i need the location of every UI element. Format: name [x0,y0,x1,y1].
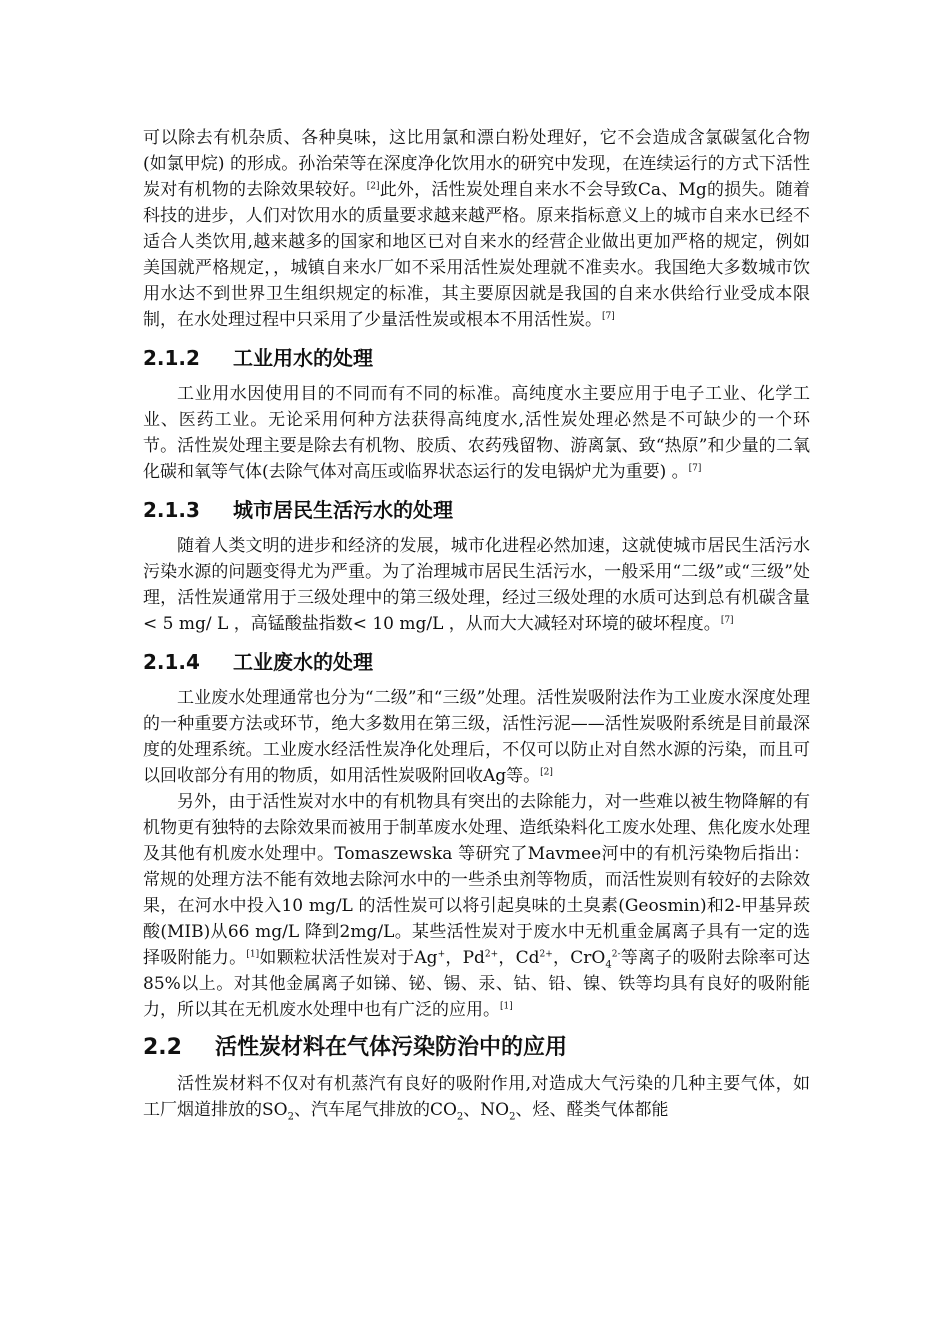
citation-ref: [1] [500,1001,513,1012]
section-title: 工业用水的处理 [233,346,373,370]
subscript: 2 [456,1111,464,1123]
section-number: 2.1.4 [143,650,200,674]
page-content [143,125,810,1123]
paragraph-text: 如颗粒状活性炭对于Ag [259,948,438,968]
paragraph-text: 工业用水因使用目的不同而有不同的标准。高纯度水主要应用于电子工业、化学工业、医药工业。无论采用何种方法获得高纯度水,活性炭处理必然是不可缺少的一个环节。活性炭处理主要是除去有机物、胶质、农药残留物、游离氯、致“热原”和少量的二氧化碳和氧等气体(去除气体对高压或临界状态运行的发电锅炉尤为重要) 。 [143,384,810,482]
paragraph-text: 此外，活性炭处理自来水不会导致Ca、Mg的损失。随着科技的进步，人们对饮用水的质量要求越来越严格。原来指标意义上的城市自来水已经不适合人类饮用,越来越多的国家和地区已对自来水的经营企业做出更加严格的规定，例如美国就严格规定，，城镇自来水厂如不采用活性炭处理就不准卖水。我国绝大多数城市饮用水达不到世界卫生组织规定的标准，其主要原因就是我国的自来水供给行业受成本限制，在水处理过程中只采用了少量活性炭或根本不用活性炭。 [143,180,810,330]
section-title: 工业废水的处理 [233,650,373,674]
body-paragraph [143,533,810,637]
section-heading [143,343,810,373]
citation-ref: [2] [366,181,380,192]
paragraph-text: 、NO [463,1100,510,1120]
paragraph-text: 工业废水处理通常也分为“二级”和“三级”处理。活性炭吸附法作为工业废水深度处理的一种重要方法或环节，绝大多数用在第三级，活性污泥——活性炭吸附系统是目前最深度的处理系统。工业废水经活性炭净化处理后，不仅可以防止对自然水源的污染，而且可以回收部分有用的物质，如用活性炭吸附回收Ag等。 [143,688,810,786]
section-heading [143,1033,810,1063]
paragraph-text: 随着人类文明的进步和经济的发展，城市化进程必然加速，这就使城市居民生活污水污染水源的问题变得尤为严重。为了治理城市居民生活污水，一般采用“二级”或“三级”处理，活性炭通常用于三级处理中的第三级处理，经过三级处理的水质可达到总有机碳含量< 5 mg/ L ，高锰酸盐指数< 10 mg/L ，从而大大减轻对环境的破坏程度。 [143,536,810,634]
body-paragraph [143,789,810,1023]
citation-ref: [7] [688,463,702,474]
section-number: 2.1.2 [143,346,200,370]
section-number: 2.2 [143,1035,182,1060]
paragraph-text: ，Cd [498,948,540,968]
paragraph-text: 等离子的吸附去除率可达85%以上。对其他金属离子如锑、铋、锡、汞、钴、铅、镍、铁等均具有良好的吸附能力，所以其在无机废水处理中也有广泛的应用。 [143,948,811,1020]
section-title: 活性炭材料在气体污染防治中的应用 [215,1035,568,1060]
paragraph-text: 活性炭材料不仅对有机蒸汽有良好的吸附作用,对造成大气污染的几种主要气体，如工厂烟道排放的SO [143,1074,810,1120]
citation-ref: [7] [602,311,615,322]
paragraph-text: 、烃、醛类气体都能 [515,1100,669,1120]
paragraph-text: ，CrO [552,948,606,968]
subscript: 4 [605,959,612,971]
section-heading [143,495,810,525]
subscript: 2 [287,1111,294,1123]
body-paragraph [143,685,810,789]
body-paragraph [143,381,810,485]
body-paragraph [143,1071,810,1123]
citation-ref: [2] [540,767,553,778]
paragraph-text: 可以除去有机杂质、各种臭味，这比用氯和漂白粉处理好，它不会造成含氯碳氢化合物(如氯甲烷) 的形成。孙治荣等在深度净化饮用水的研究中发现，在连续运行的方式下活性炭对有机物的去除效果较好。 [143,128,810,200]
superscript: + [437,949,446,960]
section-heading [143,647,810,677]
paragraph-text: ，Pd [445,948,485,968]
superscript: 2+ [484,949,499,960]
paragraph-text: 、汽车尾气排放的CO [293,1100,457,1120]
citation-ref: [7] [720,615,734,626]
citation-ref: [1] [246,949,260,960]
body-paragraph [143,125,810,333]
paragraph-text: 另外，由于活性炭对水中的有机物具有突出的去除能力，对一些难以被生物降解的有机物更有独特的去除效果而被用于制革废水处理、造纸染料化工废水处理、焦化废水处理及其他有机废水处理中。Tomaszewska 等研究了Mavmee河中的有机污染物后指出：常规的处理方法不能有效地去除河水中的一些杀虫剂等物质，而活性炭则有较好的去除效果，在河水中投入10 mg/L 的活性炭可以将引起臭味的土臭素(Geosmin)和2-甲基异莰酸(MIB)从66 mg/L 降到2mg/L。某些活性炭对于废水中无机重金属离子具有一定的选择吸附能力。 [143,792,810,968]
section-title: 城市居民生活污水的处理 [233,498,453,522]
superscript: 2- [611,949,621,960]
superscript: 2+ [539,949,553,960]
section-number: 2.1.3 [143,498,200,522]
subscript: 2 [509,1111,516,1123]
